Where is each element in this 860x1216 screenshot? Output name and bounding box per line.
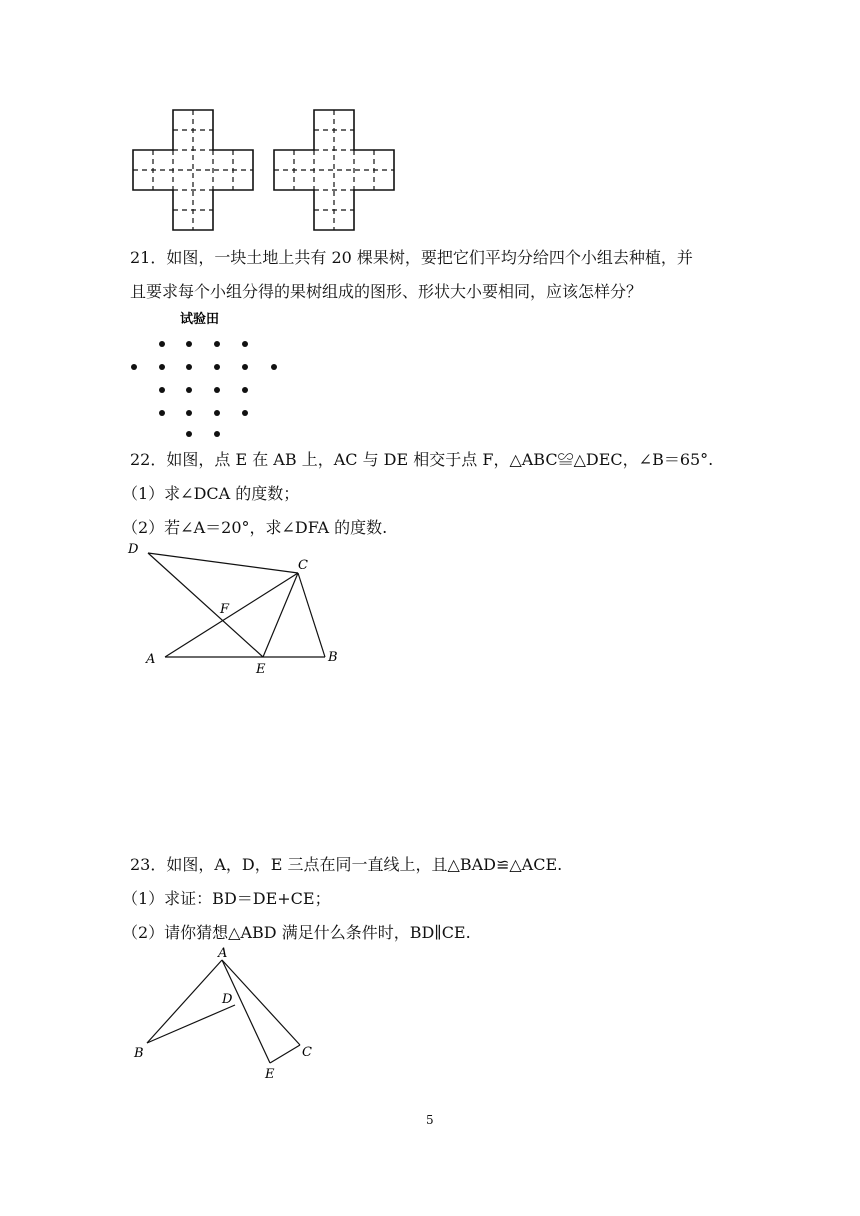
label-D: D xyxy=(128,542,139,557)
label-E: E xyxy=(265,1067,275,1082)
triangle-figure-q22 xyxy=(120,535,360,685)
q22-part1: （1）求∠DCA 的度数； xyxy=(122,484,300,503)
page-number: 5 xyxy=(426,1113,434,1127)
cross-shapes-figure xyxy=(125,100,405,235)
q21-line1: 21．如图，一块土地上共有 20 棵果树，要把它们平均分给四个小组去种植，并 xyxy=(130,248,693,267)
cross-shape-right xyxy=(274,110,394,230)
label-D: D xyxy=(222,992,233,1007)
tree-dots xyxy=(131,341,277,437)
q23-part1: （1）求证：BD＝DE+CE； xyxy=(122,889,331,908)
cross-shape-left xyxy=(133,110,253,230)
label-A: A xyxy=(218,946,228,961)
label-C: C xyxy=(302,1045,312,1060)
label-A: A xyxy=(146,652,156,667)
label-B: B xyxy=(328,650,338,665)
label-E: E xyxy=(256,662,266,677)
label-B: B xyxy=(134,1046,144,1061)
orchard-dots-figure xyxy=(120,305,300,445)
label-C: C xyxy=(298,558,308,573)
q23-stem: 23．如图，A，D，E 三点在同一直线上，且△BAD≌△ACE. xyxy=(130,855,563,874)
q22-part2: （2）若∠A＝20°，求∠DFA 的度数. xyxy=(122,518,388,537)
q22-stem: 22．如图，点 E 在 AB 上，AC 与 DE 相交于点 F，△ABC≌△DEC，∠B＝65°. xyxy=(130,450,714,469)
field-title: 试验田 xyxy=(180,312,220,327)
q21-line2: 且要求每个小组分得的果树组成的图形、形状大小要相同，应该怎样分？ xyxy=(130,282,643,301)
q23-part2: （2）请你猜想△ABD 满足什么条件时，BD∥CE. xyxy=(122,923,471,942)
label-F: F xyxy=(220,602,230,617)
triangle-figure-q23 xyxy=(120,945,330,1085)
